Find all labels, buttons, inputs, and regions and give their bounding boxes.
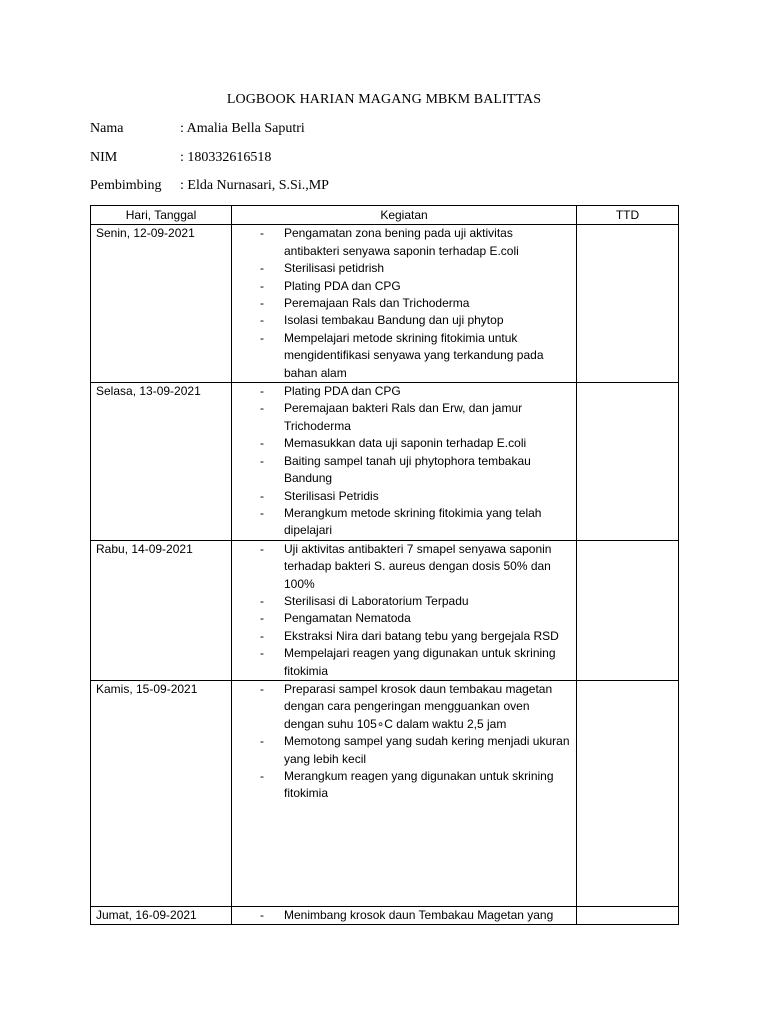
- bullet-dash: -: [260, 296, 264, 311]
- table-row: [91, 680, 679, 906]
- activity-text: Isolasi tembakau Bandung dan uji phytop: [284, 313, 504, 328]
- activity-list: [237, 907, 571, 924]
- signature-cell: [577, 383, 679, 541]
- activity-text: Mempelajari metode skrining fitokimia untuk mengidentifikasi senyawa yang terkandung pada bahan alam: [284, 330, 544, 380]
- activity-text: Plating PDA dan CPG: [284, 278, 401, 293]
- table-row: [91, 383, 679, 541]
- bullet-dash: -: [260, 907, 264, 922]
- day-cell: Senin, 12-09-2021: [91, 225, 232, 383]
- activity-text: Peremajaan Rals dan Trichoderma: [284, 296, 470, 311]
- info-label: Nama: [90, 121, 124, 136]
- activity-item: [237, 488, 571, 505]
- logbook-table: [90, 205, 679, 925]
- activity-text: Menimbang krosok daun Tembakau Magetan yang: [284, 907, 554, 922]
- bullet-dash: -: [260, 401, 264, 416]
- document-title: LOGBOOK HARIAN MAGANG MBKM BALITTAS: [226, 92, 542, 107]
- activity-item: [237, 610, 571, 627]
- activities-cell: [232, 906, 577, 924]
- bullet-dash: -: [260, 628, 264, 643]
- activity-item: [237, 330, 571, 382]
- info-value: : 180332616518: [180, 150, 272, 165]
- activity-text: Ekstraksi Nira dari batang tebu yang bergejala RSD: [284, 628, 559, 643]
- bullet-dash: -: [260, 681, 264, 696]
- activity-text: Pengamatan Nematoda: [284, 611, 411, 626]
- activities-cell: [232, 383, 577, 541]
- header-activities: Kegiatan: [232, 206, 577, 225]
- day-cell: Selasa, 13-09-2021: [91, 383, 232, 541]
- signature-cell: [577, 540, 679, 680]
- header-day: Hari, Tanggal: [91, 206, 232, 225]
- activity-text: Peremajaan bakteri Rals dan Erw, dan jamur Trichoderma: [284, 401, 523, 433]
- activity-text: Sterilisasi petidrish: [284, 261, 385, 276]
- bullet-dash: -: [260, 769, 264, 783]
- signature-cell: [577, 906, 679, 924]
- day-cell: Kamis, 15-09-2021: [91, 680, 232, 906]
- table-row: [91, 225, 679, 383]
- bullet-dash: -: [260, 734, 264, 749]
- activity-item: [237, 505, 571, 540]
- activity-text: Sterilisasi di Laboratorium Terpadu: [284, 593, 469, 608]
- activity-list: [237, 541, 571, 680]
- activity-text: Preparasi sampel krosok daun tembakau magetan dengan cara pengeringan mengguankan oven dengan suhu 105∘C dalam waktu 2,5 jam: [284, 681, 553, 731]
- bullet-dash: -: [260, 453, 264, 468]
- activity-item: [237, 645, 571, 680]
- bullet-dash: -: [260, 646, 264, 661]
- info-label: NIM: [90, 150, 118, 165]
- activity-text: Merangkum reagen yang digunakan untuk skrining fitokimia: [284, 769, 554, 801]
- signature-cell: [577, 225, 679, 383]
- activity-item: [237, 383, 571, 400]
- activities-cell: [232, 225, 577, 383]
- day-cell: Rabu, 14-09-2021: [91, 540, 232, 680]
- activity-text: Merangkum metode skrining fitokimia yang telah dipelajari: [284, 505, 542, 538]
- bullet-dash: -: [260, 384, 264, 399]
- activity-item: [237, 400, 571, 435]
- bullet-dash: -: [260, 261, 264, 276]
- bullet-dash: -: [260, 611, 264, 626]
- activity-text: Memasukkan data uji saponin terhadap E.coli: [284, 436, 527, 451]
- activity-item: [237, 278, 571, 295]
- table-row: [91, 540, 679, 680]
- info-label: Pembimbing: [90, 178, 162, 193]
- activity-item: [237, 312, 571, 329]
- activity-list: [237, 681, 571, 803]
- bullet-dash: -: [260, 541, 264, 556]
- activity-item: [237, 681, 571, 733]
- bullet-dash: -: [260, 226, 264, 241]
- activity-text: Mempelajari reagen yang digunakan untuk skrining fitokimia: [284, 646, 556, 678]
- header-signature: TTD: [577, 206, 679, 225]
- table-body: [91, 225, 679, 925]
- activity-item: [237, 593, 571, 610]
- bullet-dash: -: [260, 488, 264, 503]
- activity-text: Pengamatan zona bening pada uji aktivitas antibakteri senyawa saponin terhadap E.coli: [284, 226, 519, 258]
- bullet-dash: -: [260, 593, 264, 608]
- activities-cell: [232, 540, 577, 680]
- activity-item: [237, 435, 571, 452]
- activities-cell: [232, 680, 577, 906]
- activity-list: [237, 383, 571, 540]
- info-value: : Amalia Bella Saputri: [180, 121, 305, 136]
- activity-item: [237, 225, 571, 260]
- table-header-row: [91, 206, 679, 225]
- activity-item: [237, 628, 571, 645]
- day-cell: Jumat, 16-09-2021: [91, 906, 232, 924]
- activity-item: [237, 733, 571, 768]
- bullet-dash: -: [260, 330, 264, 345]
- activity-text: Memotong sampel yang sudah kering menjadi ukuran yang lebih kecil: [284, 734, 570, 766]
- activity-item: [237, 907, 571, 924]
- bullet-dash: -: [260, 505, 264, 520]
- activity-text: Sterilisasi Petridis: [284, 488, 379, 503]
- bullet-dash: -: [260, 436, 264, 451]
- activity-item: [237, 453, 571, 488]
- info-value: : Elda Nurnasari, S.Si.,MP: [180, 178, 329, 193]
- activity-item: [237, 260, 571, 277]
- bullet-dash: -: [260, 278, 264, 293]
- activity-text: Baiting sampel tanah uji phytophora tembakau Bandung: [284, 453, 531, 486]
- activity-item: [237, 541, 571, 593]
- activity-text: Uji aktivitas antibakteri 7 smapel senyawa saponin terhadap bakteri S. aureus dengan dosis 50% dan 100%: [284, 541, 552, 591]
- table-row: [91, 906, 679, 924]
- signature-cell: [577, 680, 679, 906]
- bullet-dash: -: [260, 313, 264, 328]
- activity-text: Plating PDA dan CPG: [284, 384, 401, 399]
- activity-list: [237, 225, 571, 382]
- activity-item: [237, 768, 571, 803]
- activity-item: [237, 295, 571, 312]
